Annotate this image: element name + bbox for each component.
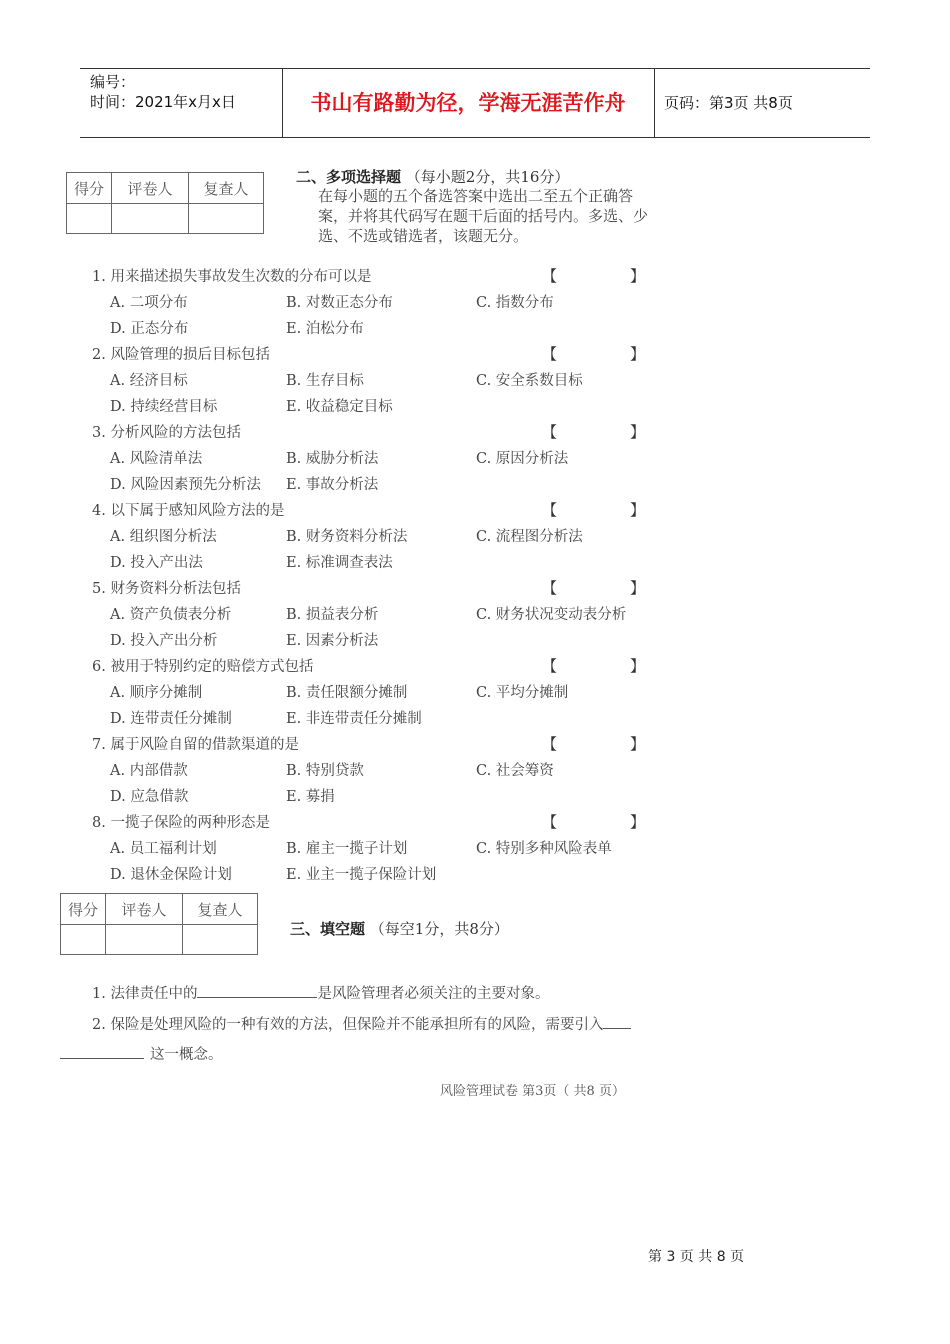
score-box <box>66 172 264 234</box>
option-b: B. 生存目标 <box>286 373 364 389</box>
question-stem: 7. 属于风险自留的借款渠道的是 <box>92 737 299 753</box>
answer-blank[interactable] <box>197 983 317 998</box>
fill-text: 1. 法律责任中的 <box>92 986 198 1002</box>
answer-bracket-open[interactable]: 【 <box>542 657 558 675</box>
score-box <box>60 893 258 955</box>
answer-bracket-open[interactable]: 【 <box>542 501 558 519</box>
header-page-code: 页码：第3页 共8页 <box>664 94 793 112</box>
fill-question-1 <box>92 982 549 1003</box>
answer-bracket-close[interactable]: 】 <box>630 345 646 363</box>
option-d: D. 投入产出分析 <box>110 633 218 649</box>
answer-bracket-open[interactable]: 【 <box>542 345 558 363</box>
option-b: B. 威胁分析法 <box>286 451 379 467</box>
grader-header: 评卷人 <box>112 173 189 204</box>
option-e: E. 因素分析法 <box>286 633 379 649</box>
answer-bracket-close[interactable]: 】 <box>630 423 646 441</box>
section-heading <box>296 166 569 187</box>
question-stem: 6. 被用于特别约定的赔偿方式包括 <box>92 659 314 675</box>
section-instructions: 在每小题的五个备选答案中选出二至五个正确答案，并将其代码写在题干后面的括号内。多选、少选、不选或错选者，该题无分。 <box>318 187 649 245</box>
option-d: D. 投入产出法 <box>110 555 203 571</box>
option-e: E. 事故分析法 <box>286 477 379 493</box>
header-meta <box>90 72 236 112</box>
section-points: （每小题2分，共16分） <box>405 168 570 186</box>
section-title: 三、填空题 <box>290 920 366 938</box>
option-b: B. 损益表分析 <box>286 607 379 623</box>
option-b: B. 对数正态分布 <box>286 295 393 311</box>
section-heading <box>290 918 509 939</box>
option-e: E. 募捐 <box>286 789 335 805</box>
answer-blank[interactable] <box>60 1044 144 1059</box>
answer-bracket-open[interactable]: 【 <box>542 735 558 753</box>
option-d: D. 连带责任分摊制 <box>110 711 232 727</box>
answer-bracket-close[interactable]: 】 <box>630 735 646 753</box>
answer-bracket-close[interactable]: 】 <box>630 501 646 519</box>
option-a: A. 顺序分摊制 <box>110 685 203 701</box>
option-a: A. 组织图分析法 <box>110 529 217 545</box>
option-a: A. 经济目标 <box>110 373 188 389</box>
answer-bracket-open[interactable]: 【 <box>542 813 558 831</box>
grader-cell <box>106 925 183 955</box>
option-c: C. 财务状况变动表分析 <box>476 607 627 623</box>
answer-blank[interactable] <box>603 1014 631 1029</box>
option-d: D. 风险因素预先分析法 <box>110 477 261 493</box>
reviewer-header: 复查人 <box>183 894 258 925</box>
option-c: C. 流程图分析法 <box>476 529 583 545</box>
question-stem: 2. 风险管理的损后目标包括 <box>92 347 270 363</box>
score-cell <box>61 925 106 955</box>
option-a: A. 二项分布 <box>110 295 188 311</box>
option-c: C. 原因分析法 <box>476 451 569 467</box>
answer-bracket-open[interactable]: 【 <box>542 579 558 597</box>
option-d: D. 退休金保险计划 <box>110 867 232 883</box>
option-c: C. 平均分摊制 <box>476 685 569 701</box>
fill-question-2 <box>92 1013 631 1034</box>
header-motto: 书山有路勤为径，学海无涯苦作舟 <box>310 91 626 115</box>
fill-text: 2. 保险是处理风险的一种有效的方法，但保险并不能承担所有的风险，需要引入 <box>92 1017 604 1033</box>
option-d: D. 正态分布 <box>110 321 189 337</box>
answer-bracket-close[interactable]: 】 <box>630 657 646 675</box>
score-header: 得分 <box>61 894 106 925</box>
header-divider <box>654 69 655 137</box>
fill-question-2-continued <box>60 1043 223 1064</box>
option-b: B. 责任限额分摊制 <box>286 685 408 701</box>
option-e: E. 泊松分布 <box>286 321 364 337</box>
reviewer-cell <box>183 925 258 955</box>
section-points: （每空1分，共8分） <box>369 920 509 938</box>
answer-bracket-open[interactable]: 【 <box>542 267 558 285</box>
answer-bracket-open[interactable]: 【 <box>542 423 558 441</box>
document-header <box>80 68 870 138</box>
option-c: C. 社会筹资 <box>476 763 554 779</box>
option-a: A. 员工福利计划 <box>110 841 217 857</box>
option-b: B. 特别贷款 <box>286 763 364 779</box>
question-stem: 1. 用来描述损失事故发生次数的分布可以是 <box>92 269 372 285</box>
date-line: 时间：2021年x月x日 <box>90 93 236 111</box>
answer-bracket-close[interactable]: 】 <box>630 579 646 597</box>
option-b: B. 财务资料分析法 <box>286 529 408 545</box>
question-stem: 4. 以下属于感知风险方法的是 <box>92 503 285 519</box>
option-c: C. 安全系数目标 <box>476 373 583 389</box>
option-d: D. 应急借款 <box>110 789 189 805</box>
answer-bracket-close[interactable]: 】 <box>630 267 646 285</box>
grader-cell <box>112 204 189 234</box>
score-cell <box>67 204 112 234</box>
reviewer-cell <box>189 204 264 234</box>
reviewer-header: 复查人 <box>189 173 264 204</box>
option-b: B. 雇主一揽子计划 <box>286 841 408 857</box>
option-e: E. 收益稳定目标 <box>286 399 393 415</box>
option-d: D. 持续经营目标 <box>110 399 218 415</box>
fill-text: 这一概念。 <box>150 1047 223 1063</box>
grader-header: 评卷人 <box>106 894 183 925</box>
section-title: 二、多项选择题 <box>296 168 402 186</box>
answer-bracket-close[interactable]: 】 <box>630 813 646 831</box>
exam-page-footer: 风险管理试卷 第3页（ 共8 页） <box>440 1084 625 1099</box>
option-a: A. 内部借款 <box>110 763 188 779</box>
option-c: C. 指数分布 <box>476 295 554 311</box>
option-e: E. 业主一揽子保险计划 <box>286 867 437 883</box>
serial-number-label: 编号： <box>90 73 136 91</box>
option-e: E. 非连带责任分摊制 <box>286 711 422 727</box>
question-stem: 3. 分析风险的方法包括 <box>92 425 241 441</box>
page-number-footer: 第 3 页 共 8 页 <box>648 1249 745 1265</box>
option-c: C. 特别多种风险表单 <box>476 841 612 857</box>
option-a: A. 资产负债表分析 <box>110 607 232 623</box>
fill-text: 是风险管理者必须关注的主要对象。 <box>317 986 550 1002</box>
question-stem: 5. 财务资料分析法包括 <box>92 581 241 597</box>
option-a: A. 风险清单法 <box>110 451 203 467</box>
score-header: 得分 <box>67 173 112 204</box>
question-stem: 8. 一揽子保险的两种形态是 <box>92 815 270 831</box>
option-e: E. 标准调查表法 <box>286 555 393 571</box>
